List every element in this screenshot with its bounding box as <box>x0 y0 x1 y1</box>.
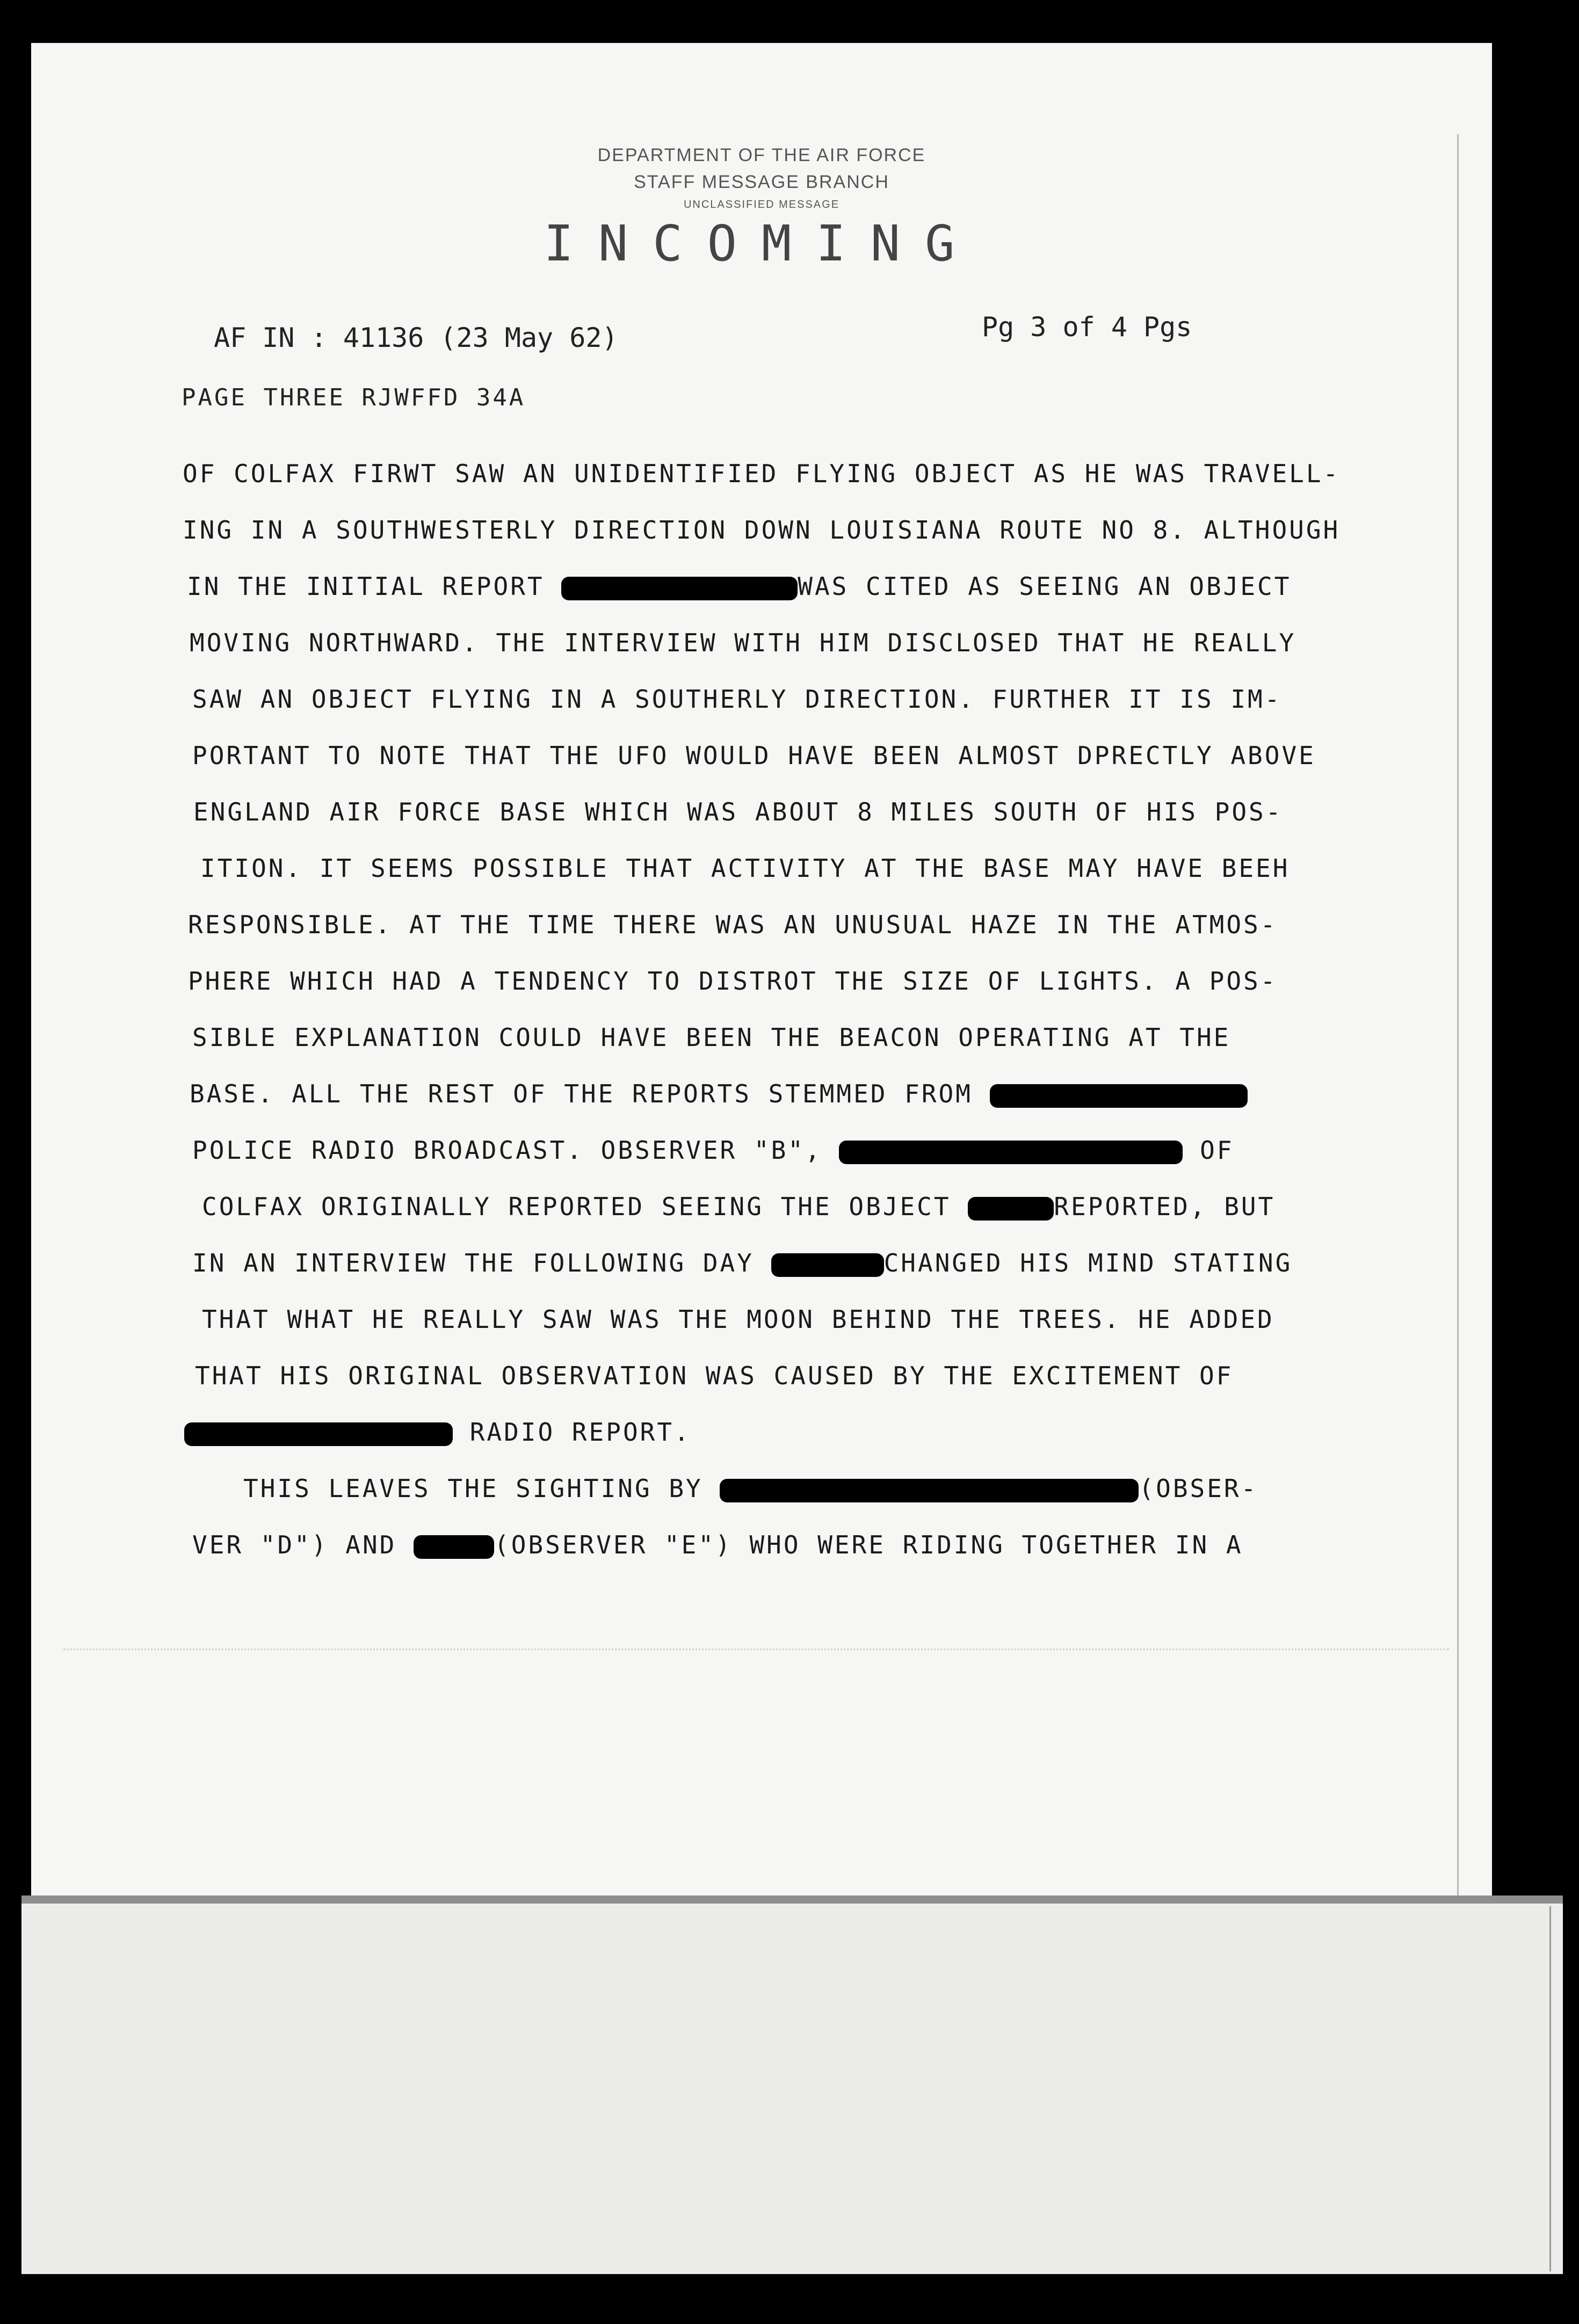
redaction-bar <box>720 1479 1139 1502</box>
body-line: POLICE RADIO BROADCAST. OBSERVER "B", OF <box>192 1136 1234 1165</box>
body-line: OF COLFAX FIRWT SAW AN UNIDENTIFIED FLYING OBJECT AS HE WAS TRAVELL- <box>183 459 1341 488</box>
body-line: COLFAX ORIGINALLY REPORTED SEEING THE OBJECT REPORTED, BUT <box>202 1192 1276 1221</box>
faint-dotted-rule <box>63 1648 1449 1650</box>
body-line: THAT HIS ORIGINAL OBSERVATION WAS CAUSED BY THE EXCITEMENT OF <box>195 1361 1234 1390</box>
body-line: ENGLAND AIR FORCE BASE WHICH WAS ABOUT 8 MILES SOUTH OF HIS POS- <box>193 797 1283 826</box>
message-type-title: INCOMING <box>544 215 980 272</box>
body-line: VER "D") AND (OBSERVER "E") WHO WERE RIDING TOGETHER IN A <box>192 1530 1243 1559</box>
body-line: THAT WHAT HE REALLY SAW WAS THE MOON BEHIND THE TREES. HE ADDED <box>202 1305 1274 1334</box>
classification-header: UNCLASSIFIED MESSAGE <box>683 199 840 210</box>
department-header: DEPARTMENT OF THE AIR FORCE <box>597 145 926 165</box>
body-line: SIBLE EXPLANATION COULD HAVE BEEN THE BEACON OPERATING AT THE <box>192 1023 1231 1052</box>
body-line: IN AN INTERVIEW THE FOLLOWING DAY CHANGED HIS MIND STATING <box>192 1248 1293 1277</box>
body-line: THIS LEAVES THE SIGHTING BY (OBSER- <box>243 1474 1258 1503</box>
body-line: RESPONSIBLE. AT THE TIME THERE WAS AN UNUSUAL HAZE IN THE ATMOS- <box>188 910 1278 939</box>
body-line: BASE. ALL THE REST OF THE REPORTS STEMMED FROM <box>190 1079 1248 1108</box>
body-line: ITION. IT SEEMS POSSIBLE THAT ACTIVITY AT THE BASE MAY HAVE BEEH <box>200 854 1290 883</box>
redaction-bar <box>414 1535 494 1559</box>
branch-header: STAFF MESSAGE BRANCH <box>634 172 889 192</box>
redaction-bar <box>839 1141 1183 1164</box>
redaction-bar <box>968 1197 1054 1221</box>
body-line: RADIO REPORT. <box>184 1418 691 1447</box>
body-line: MOVING NORTHWARD. THE INTERVIEW WITH HIM DISCLOSED THAT HE REALLY <box>190 628 1296 657</box>
redaction-bar <box>184 1422 453 1446</box>
sheet-edge-line <box>1549 1906 1551 2271</box>
redaction-bar <box>771 1253 884 1277</box>
body-line: PHERE WHICH HAD A TENDENCY TO DISTROT THE SIZE OF LIGHTS. A POS- <box>188 967 1278 996</box>
redaction-bar <box>561 577 798 600</box>
body-line: SAW AN OBJECT FLYING IN A SOUTHERLY DIRECTION. FURTHER IT IS IM- <box>192 685 1282 714</box>
body-line: IN THE INITIAL REPORT WAS CITED AS SEEING AN OBJECT <box>187 572 1292 601</box>
body-line: PORTANT TO NOTE THAT THE UFO WOULD HAVE BEEN ALMOST DPRECTLY ABOVE <box>192 741 1316 770</box>
document-page <box>31 43 1492 1900</box>
underlying-sheet <box>21 1904 1563 2274</box>
redaction-bar <box>990 1084 1248 1108</box>
page-count: Pg 3 of 4 Pgs <box>982 311 1192 343</box>
af-in-number: AF IN : 41136 (23 May 62) <box>214 322 618 353</box>
body-line: ING IN A SOUTHWESTERLY DIRECTION DOWN LOUISIANA ROUTE NO 8. ALTHOUGH <box>183 515 1341 544</box>
page-edge-line <box>1457 134 1459 1949</box>
page-heading: PAGE THREE RJWFFD 34A <box>182 384 526 411</box>
